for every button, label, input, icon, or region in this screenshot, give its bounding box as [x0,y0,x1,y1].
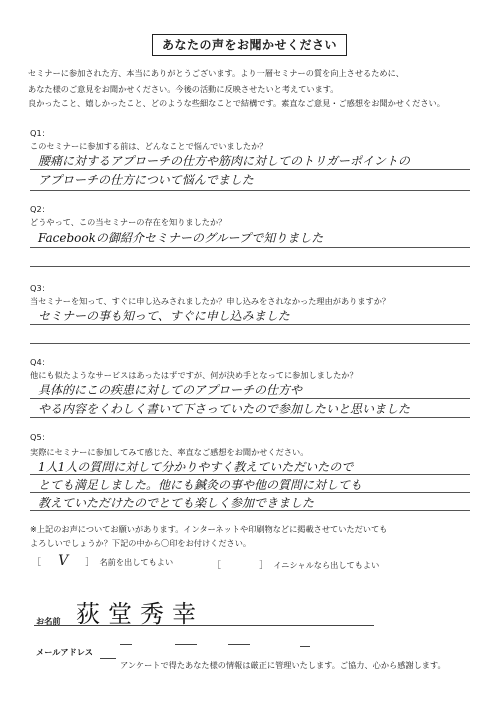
q1-text: このセミナーに参加する前は、どんなことで悩んでいましたか？ [30,141,268,151]
q1-rule-1 [30,169,470,170]
q5-label: Q5： [30,432,50,442]
q4-rule-1 [30,398,470,399]
option-initial-ok-label: イニシャルなら出してもよい [273,560,380,570]
q1-label: Q1： [30,128,50,138]
name-label: お名前 [36,616,61,626]
option-name-ok-label: 名前を出してもよい [99,557,174,567]
q1-rule-2 [30,190,470,191]
name-rule [34,625,374,626]
q2-rule-1 [30,247,470,248]
intro-line-2: あなた様のご意見をお聞かせください。今後の活動に反映させたいと考えています。 [28,84,339,94]
email-rule-seg-3 [228,644,250,645]
q4-label: Q4： [30,357,50,367]
note-line-2: よろしいでしょうか？下記の中から〇印をお付けください。 [30,538,252,548]
footer-note: アンケートで得たあなた様の情報は厳正に管理いたします。ご協力、心から感謝します。 [120,660,446,670]
q2-answer-line-1: Facebookの御紹介セミナーのグループで知りました [38,231,324,245]
option-initial-ok-close: ］ [259,561,269,571]
email-rule-seg-1 [120,644,132,645]
q5-rule-1 [30,474,470,475]
option-name-ok-open: ［ [32,558,42,568]
option-name-ok-close: ］ [85,558,95,568]
q3-text: 当セミナーを知って、すぐに申し込みされましたか？申し込みをされなかった理由がありますか？ [30,296,391,306]
q4-text: 他にも似たようなサービスはあったはずですが、何が決め手となってに参加しましたか？ [30,370,358,380]
option-name-ok-mark: V [58,553,69,569]
q5-answer-line-2: とても満足しました。他にも鍼灸の事や他の質問に対しても [38,478,363,492]
name-value[interactable]: 荻堂秀幸 [76,600,204,628]
page-title: あなたの声をお聞かせください [152,34,347,56]
q3-label: Q3： [30,283,50,293]
intro-line-1: セミナーに参加された方、本当にありがとうございます。より一層セミナーの質を向上させるために、 [28,68,404,78]
q5-answer-line-3: 教えていただけたのでとても楽しく参加できました [38,496,315,510]
q5-rule-3 [30,510,470,511]
q2-label: Q2： [30,204,50,214]
option-name-ok[interactable] [32,550,173,569]
q5-answer-line-1: 1人1人の質問に対して分かりやすく教えていただいたので [38,460,354,474]
q3-rule-2 [30,343,470,344]
q5-text: 実際にセミナーに参加してみて感じた、率直なご感想をお聞かせください。 [30,447,309,457]
q4-answer-line-1: 具体的にこの疾患に対してのアプローチの仕方や [38,383,303,397]
intro-line-3: 良かったこと、嬉しかったこと、どのような些細なことで結構です。素直なご意見・ご感想をお聞かせください。 [28,98,445,108]
option-initial-ok-open: ［ [212,561,222,571]
q3-rule-1 [30,324,470,325]
option-initial-ok[interactable] [212,553,379,572]
email-rule-seg-5 [100,658,116,659]
q3-answer-line-1: セミナーの事も知って、すぐに申し込みました [38,309,290,323]
q1-answer-line-2: アプローチの仕方について悩んでました [38,173,254,187]
email-label: メールアドレス [36,647,93,657]
q5-rule-2 [30,492,470,493]
email-rule-seg-4 [300,646,310,647]
note-line-1: ※上記のお声についてお願いがあります。インターネットや印刷物などに掲載させていただいても [30,524,388,534]
q1-answer-line-1: 腰痛に対するアプローチの仕方や筋肉に対してのトリガーポイントの [38,154,410,168]
q2-rule-2 [30,266,470,267]
email-rule-seg-2 [175,644,197,645]
q4-rule-2 [30,417,470,418]
q2-text: どうやって、この当セミナーの存在を知りましたか？ [30,217,227,227]
q4-answer-line-2: やる内容をくわしく書いて下さっていたので参加したいと思いました [38,402,411,416]
